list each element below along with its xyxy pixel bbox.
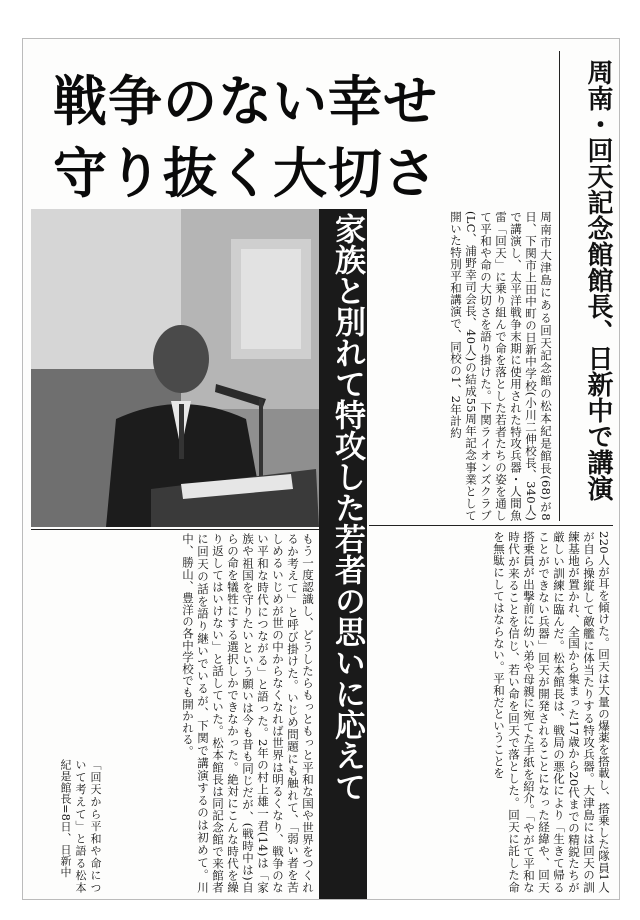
article-upper: 周南市大津島にある回天記念館の松本紀是館長(68)が8日、下関市上田中町の日新中学校(小川二伸校長、340人)で講演し、太平洋戦争末期に使用された特攻兵器・人間魚雷「回天」に乗り組んで命を落とした若者たちの姿を通して平和や命の大切さを語り掛けた。下関ライオンズクラブ(LC、浦野幸司会長、40人)の結成55周年記念事業として開いた特別平和講演で、同校の1、2年計約 [449,211,553,521]
subheadline: 周南・回天記念館館長、日新中で講演 [583,59,613,501]
speaker-photo [31,209,319,527]
caption-rule [31,529,319,530]
section-rule [369,525,613,526]
headline-rule [559,51,560,521]
band-headline-box [319,209,367,899]
newspaper-clipping [22,38,620,900]
band-headline: 家族と別れて特攻した若者の思いに応えて [329,213,365,802]
photo-caption: 「回天から平和や命について考えて」と語る松本紀是館長=8日、日新中 [59,759,102,893]
speaker-photo-graphic [31,209,319,527]
article-lower-left: 220人が耳を傾けた。回天は大量の爆薬を搭載し、搭乗した隊員1人が自ら操縦して敵艦に体当たりする特攻兵器。大津島には回天の訓練基地が置かれ、全国から集まった17歳から20代までの精鋭たちが厳しい訓練に臨んだ。松本館長は、戦局の悪化により「生きて帰ることができない兵器」回天が開発されることになった経緯や、回天搭乗員が出撃前に幼い弟や母親に宛てた手紙を紹介。「やがて平和な時代が来ることを信じ、若い命を回天で落とした。回天に託した命を無駄にしてはならない。平和だということを [492,531,611,893]
main-headline-line1: 戦争のない幸せ [53,70,438,133]
main-headline-line2: 守り抜く大切さ [53,142,438,205]
article-lower-middle: もう一度認識し、どうしたらもっともっと平和な国や世界をつくれるか考えて」と呼び掛けた。いじめ問題にも触れて、「弱い者を苦しめるいじめが世の中からなくなれば世界は明るくなり、戦争のない平和な時代につながる」と語った。2年の村上雄一君(14)は「家族や祖国を守りたいという願いは今も昔も同じだが、(戦時中は)自らの命を犠牲にする選択しかできなかった。絶対にこんな時代を繰り返してはいけない」と話していた。松本館長は同記念館で来館者に回天の話を語り継いでいるが、下関で講演するのは初めて。川中、勝山、豊洋の各中学校でも開かれる。 [181,533,315,893]
